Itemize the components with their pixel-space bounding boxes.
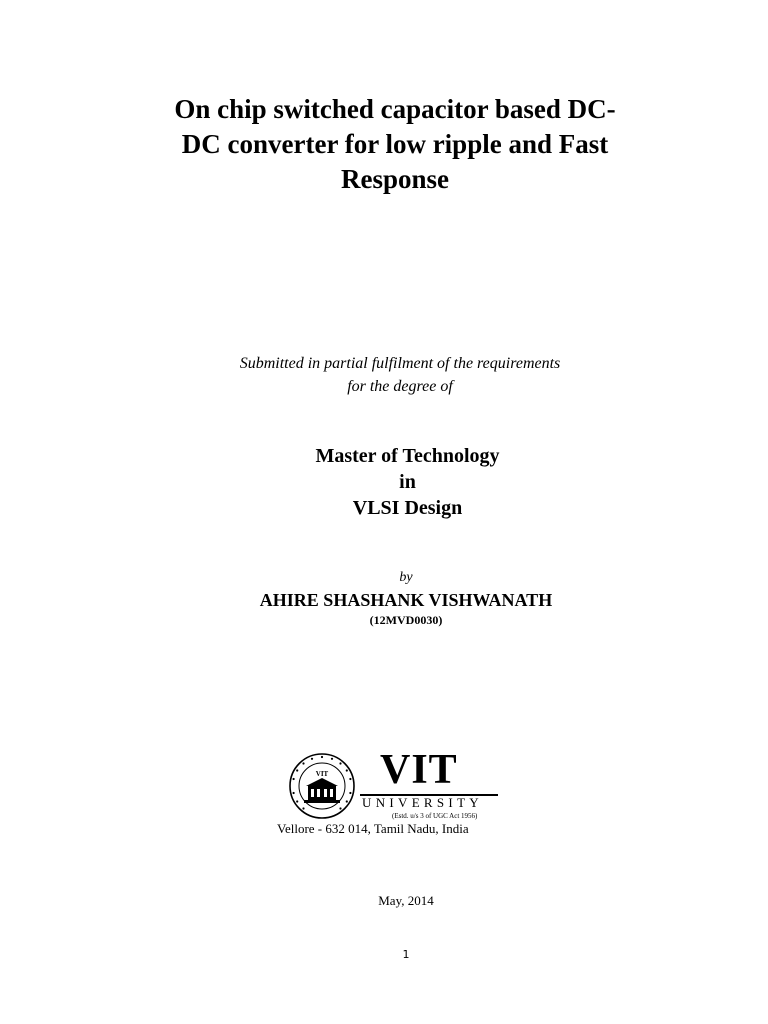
degree-specialization: VLSI Design bbox=[352, 497, 463, 519]
submission-statement bbox=[100, 352, 700, 398]
vit-wordmark: VIT bbox=[380, 747, 458, 793]
university-subtitle: UNIVERSITY bbox=[362, 795, 483, 810]
submission-line-2: for the degree of bbox=[347, 378, 453, 395]
author-name: AHIRE SHASHANK VISHWANATH bbox=[259, 590, 553, 610]
degree-connector: in bbox=[399, 471, 416, 493]
institution-location: Vellore - 632 014, Tamil Nadu, India bbox=[277, 821, 469, 836]
title-line-3: Response bbox=[340, 164, 449, 194]
degree-name: Master of Technology bbox=[315, 445, 500, 467]
page-number: 1 bbox=[402, 948, 410, 961]
submission-date: May, 2014 bbox=[378, 893, 434, 908]
university-seal-icon bbox=[288, 752, 356, 820]
submission-line-1: Submitted in partial fulfilment of the requirements bbox=[239, 355, 561, 372]
svg-text:VIT: VIT bbox=[315, 770, 329, 778]
title-line-2: DC converter for low ripple and Fast bbox=[181, 129, 609, 159]
establishment-note: (Estd. u/s 3 of UGC Act 1956) bbox=[392, 812, 478, 820]
title-line-1: On chip switched capacitor based DC- bbox=[174, 94, 616, 124]
degree-block bbox=[100, 443, 715, 521]
register-number: (12MVD0030) bbox=[369, 613, 443, 627]
by-label: by bbox=[399, 570, 413, 585]
thesis-title bbox=[100, 92, 690, 197]
